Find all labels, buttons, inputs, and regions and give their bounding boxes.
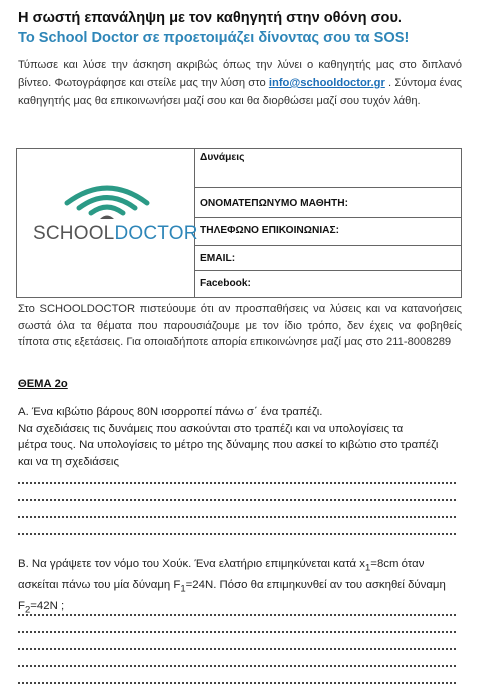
email-link[interactable]: info@schooldoctor.gr — [268, 77, 385, 89]
question-a-line: Να σχεδιάσεις τις δυνάμεις που ασκούνται στο τραπέζι και να υπολογίσεις τα — [18, 422, 404, 435]
answer-line[interactable] — [18, 665, 456, 667]
student-info-table — [16, 148, 462, 298]
question-b-text: Β. Να γράψετε τον νόμο του Χούκ. Ένα ελατήριο επιμηκύνεται κατά x — [18, 558, 365, 570]
logo-wordmark — [33, 223, 198, 245]
answer-line[interactable] — [18, 648, 456, 650]
wifi-signal-icon — [57, 177, 157, 221]
logo-school-text: SCHOOL — [33, 223, 115, 244]
answer-line[interactable] — [18, 682, 456, 684]
intro-text-before: Τύπωσε και λύσε την άσκηση ακριβώς όπως την λύνει ο καθηγητής μας στο διπλανό βίντεο. Φωτογράφησε και στείλε μας την λύση στο — [18, 59, 462, 89]
header-title: Η σωστή επανάληψη με τον καθηγητή στην οθόνη σου. — [18, 10, 402, 26]
answer-line[interactable] — [18, 499, 456, 501]
question-b — [18, 556, 462, 618]
form-fields — [195, 149, 461, 297]
answer-line[interactable] — [18, 516, 456, 518]
header-subtitle: Το School Doctor σε προετοιμάζει δίνοντας σου τα SOS! — [18, 30, 410, 46]
answer-line[interactable] — [18, 533, 456, 535]
answer-line[interactable] — [18, 482, 456, 484]
question-a-line: και να τη σχεδιάσεις — [18, 455, 119, 468]
answer-line[interactable] — [18, 614, 456, 616]
subject-field: Δυνάμεις — [195, 149, 461, 188]
subscript: 1 — [365, 562, 371, 574]
question-a-line: μέτρα τους. Να υπολογίσεις το μέτρο της δύναμης που ασκεί το κιβώτιο στο τραπέζι — [18, 439, 439, 451]
intro-paragraph — [18, 56, 462, 110]
email-field[interactable]: EMAIL: — [195, 246, 461, 271]
question-b-text: =8cm όταν ασκείται πάνω του μία δύναμη F — [18, 558, 425, 591]
intro-text-after: . Σύντομα ένας καθηγητής μας θα επικοινωνήσει μαζί σου και θα διορθώσει μαζί σου τυχόν λάθη. — [18, 77, 463, 107]
facebook-field[interactable]: Facebook: — [200, 278, 251, 289]
phone-field[interactable]: ΤΗΛΕΦΩΝΟ ΕΠΙΚΟΙΝΩΝΙΑΣ: — [195, 218, 461, 246]
question-b-text: =24N. Πόσο θα επιμηκυνθεί αν του ασκηθεί δύναμη F — [18, 578, 446, 612]
subscript: 2 — [24, 603, 31, 615]
logo-doctor-text: DOCTOR — [114, 223, 198, 244]
student-name-field[interactable]: ΟΝΟΜΑΤΕΠΩΝΥΜΟ ΜΑΘΗΤΗ: — [195, 188, 461, 218]
question-a — [18, 404, 462, 470]
question-b-text: =42N ; — [30, 599, 65, 612]
subscript: 1 — [180, 583, 186, 595]
logo-cell — [17, 149, 198, 297]
promo-paragraph: Στο SCHOOLDOCTOR πιστεύουμε ότι αν προσπαθήσεις να λύσεις και να κατανοήσεις σωστά όλα τα θέματα που παρουσιάζουμε με τον ίδιο τρόπο, δεν έχεις να φοβηθείς τίποτα στις εξετάσεις. Για οποιαδήποτε απορία επικοινώνησε μαζί μας στο 211-8008289 — [18, 303, 462, 348]
theme-heading: ΘΕΜΑ 2ο — [18, 378, 68, 390]
question-a-line: Α. Ένα κιβώτιο βάρους 80Ν ισορροπεί πάνω σ΄ ένα τραπέζι. — [18, 406, 323, 418]
answer-line[interactable] — [18, 631, 456, 633]
